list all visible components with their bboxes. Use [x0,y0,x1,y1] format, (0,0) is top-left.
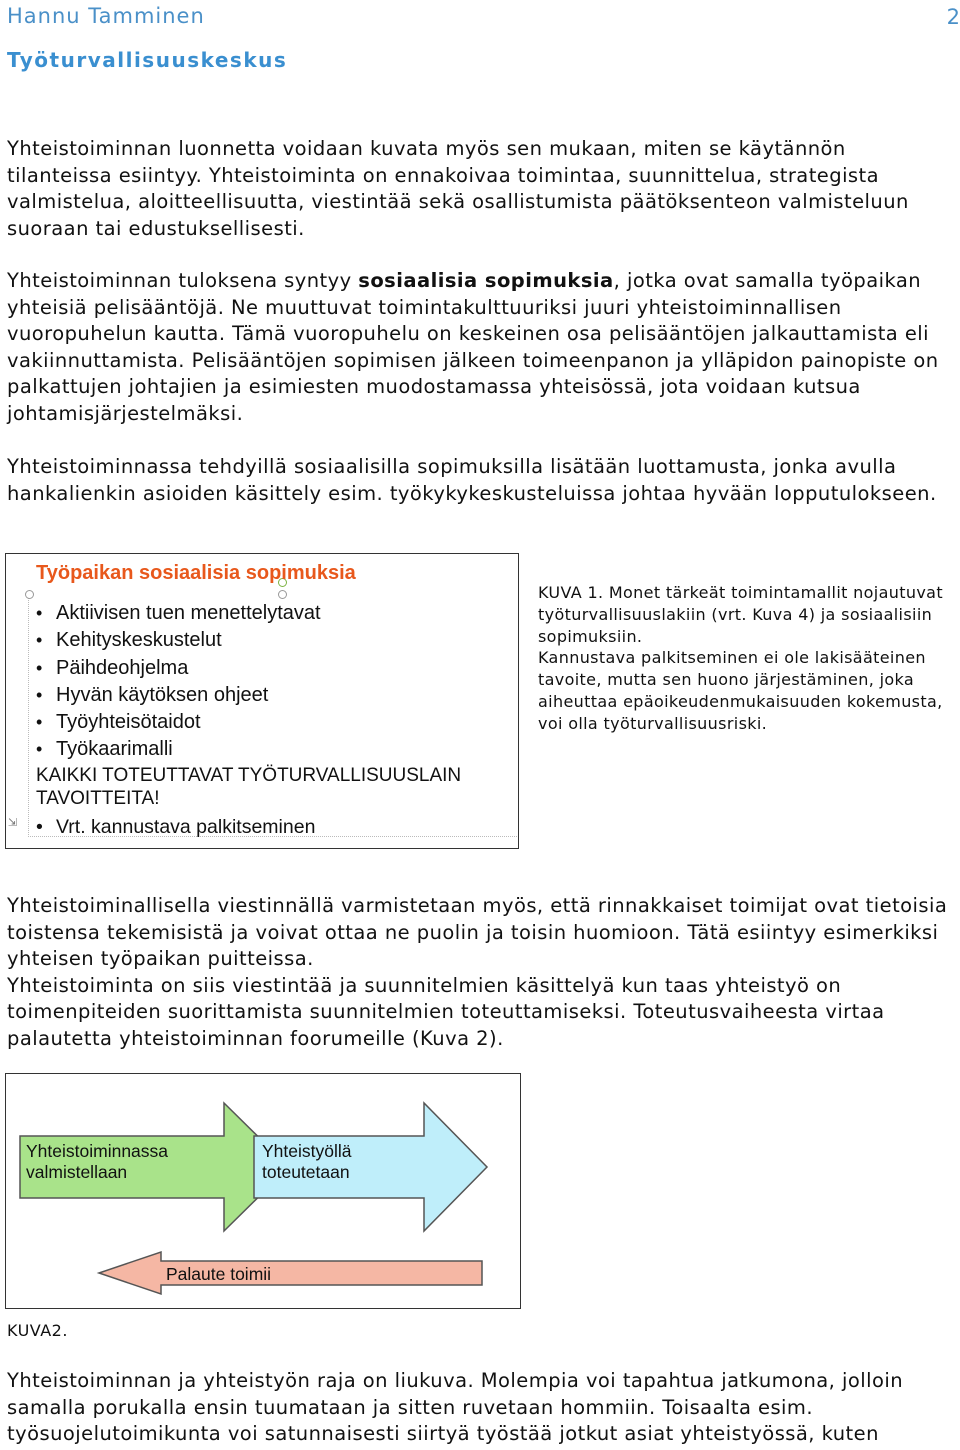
list-item: • Työkaarimalli [36,736,321,763]
author-name: Hannu Tamminen [7,4,205,28]
figure-1-caption-text: KUVA 1. Monet tärkeät toimintamallit nojautuvat työturvallisuuslakiin (vrt. Kuva 4) ja sosiaalisiin sopimuksiin. [538,583,943,646]
paragraph-4 [7,893,957,1052]
resize-handle [25,590,34,599]
slide-title: Työpaikan sosiaalisia sopimuksia [36,562,356,584]
figure-2-diagram [5,1073,521,1309]
slide-last-item: • Vrt. kannustava palkitseminen [36,816,315,839]
list-item: • Työyhteisötaidot [36,709,321,736]
figure-2-label: KUVA2. [7,1321,68,1340]
paragraph-2-bold: sosiaalisia sopimuksia [358,269,614,292]
process-arrows-svg [6,1074,519,1307]
figure-1-slide [5,553,519,849]
list-item: • Hyvän käytöksen ohjeet [36,682,321,709]
organization-title: Työturvallisuuskeskus [7,48,288,72]
paragraph-2-start: Yhteistoiminnan tuloksena syntyy [7,269,359,292]
paragraph-4-b: Yhteistoiminta on siis viestintää ja suunnitelmien käsittelyä kun taas yhteistyö on toimenpiteiden suorittamista suunnitelmien toteuttamiseksi. Toteutusvaiheesta virtaa palautetta yhteistoiminnan foorumeille (Kuva 2). [7,973,885,1050]
list-item: • Päihdeohjelma [36,655,321,682]
feedback-arrow-shape [99,1252,482,1294]
list-item: • Kehityskeskustelut [36,627,321,654]
resize-handle [278,590,287,599]
prepare-arrow-label-2: valmistellaan [26,1162,128,1182]
figure-1-caption-text-2: Kannustava palkitseminen ei ole lakisääteinen tavoite, mutta sen huono järjestäminen, joka aiheuttaa epäoikeudenmukaisuuden kokemusta, voi olla työturvallisuusriski. [538,648,943,733]
page-number: 2 [946,5,960,29]
paragraph-2 [7,268,957,427]
paragraph-5: Yhteistoiminnan ja yhteistyön raja on liukuva. Molempia voi tapahtua jatkumona, jolloin samalla porukalla ensin tuumataan ja sitten ruvetaan hommiin. Toisaalta esim. työsuojelutoimikunta voi satunnaisesti siirtyä työstää jotkut asiat yhteistyössä, kuten [7,1369,903,1445]
autofit-options-icon: ⇲ [8,816,18,829]
paragraph-3: Yhteistoiminnassa tehdyillä sosiaalisilla sopimuksilla lisätään luottamusta, jonka avulla hankalienkin asioiden käsittely esim. työkykykeskusteluissa johtaa hyvään lopputulokseen. [7,455,937,505]
paragraph-1: Yhteistoiminnan luonnetta voidaan kuvata myös sen mukaan, miten se käytännön tilanteissa esiintyy. Yhteistoiminta on ennakoivaa toimintaa, suunnittelua, strategista valmistelua, aloitteellisuutta, viestintää sekä osallistumista päätöksenteon valmisteluun suoraan tai edustuksellisesti. [7,137,909,240]
paragraph-2-end: , jotka ovat samalla työpaikan yhteisiä pelisääntöjä. Ne muuttuvat toimintakulttuuriksi juuri yhteistoiminnallisen vuoropuhelun kautta. Tämä vuoropuhelu on keskeinen osa pelisääntöjen jalkauttamista eli vakiinnuttamista. Pelisääntöjen sopimisen jälkeen toimeenpanon ja ylläpidon painopiste on palkattujen johtajien ja esimiesten muodostamassa yhteisössä, jota voidaan kutsua johtamisjärjestelmäksi. [7,269,939,425]
feedback-arrow-label: Palaute toimii [166,1264,272,1284]
paragraph-4-a: Yhteistoiminallisella viestinnällä varmistetaan myös, että rinnakkaiset toimijat ovat tietoisia toistensa tekemisistä ja voivat ottaa ne puolin ja toisin huomioon. Tätä esiintyy esimerkiksi yhteisen työpaikan puitteissa. [7,894,948,970]
slide-caps-statement: KAIKKI TOTEUTTAVAT TYÖTURVALLISUUSLAIN TAVOITTEITA! [36,765,462,809]
figure-1-caption [538,582,958,735]
implement-arrow-label-2: toteutetaan [262,1162,350,1182]
slide-bullet-list [36,600,321,764]
implement-arrow-label: Yhteistyöllä [262,1141,352,1161]
list-item: • Aktiivisen tuen menettelytavat [36,600,321,627]
prepare-arrow-label: Yhteistoiminnassa [26,1141,169,1161]
